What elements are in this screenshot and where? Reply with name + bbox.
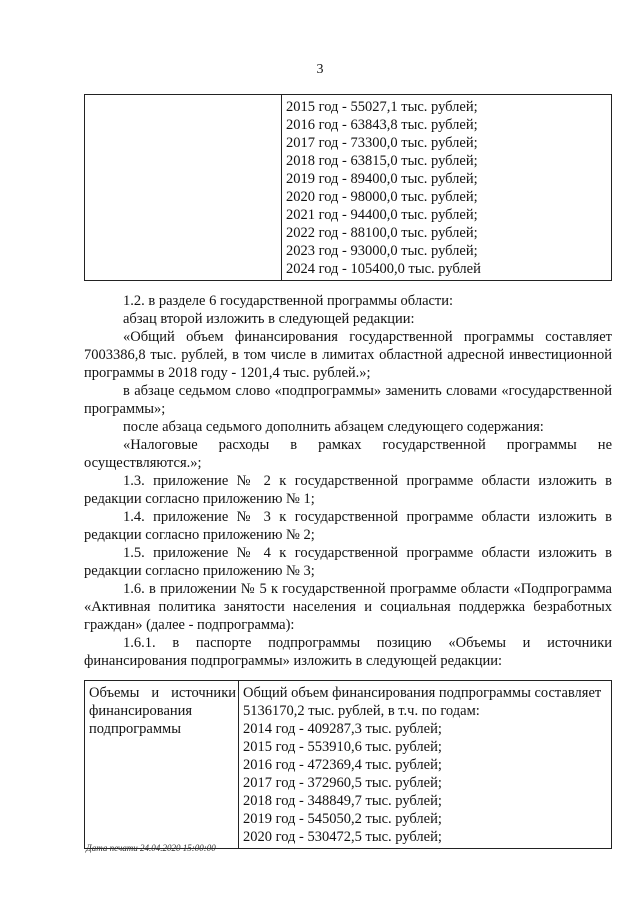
funding-total-line: Общий объем финансирования подпрограммы составляет	[243, 685, 602, 701]
year-line: 2016 год - 63843,8 тыс. рублей;	[286, 117, 478, 133]
paragraph-tax-expenses: «Налоговые расходы в рамках государственной программы не осуществляются.»;	[84, 437, 612, 471]
year-line: 2017 год - 372960,5 тыс. рублей;	[243, 775, 442, 791]
page-number: 3	[316, 62, 324, 77]
year-line: 2019 год - 89400,0 тыс. рублей;	[286, 171, 478, 187]
year-line: 2021 год - 94400,0 тыс. рублей;	[286, 207, 478, 223]
year-line: 2020 год - 98000,0 тыс. рублей;	[286, 189, 478, 205]
year-line: 2015 год - 55027,1 тыс. рублей;	[286, 99, 478, 115]
year-line: 2014 год - 409287,3 тыс. рублей;	[243, 721, 442, 737]
funding-table-continued	[84, 94, 612, 281]
paragraph-1-3: 1.3. приложение № 2 к государственной программе области изложить в редакции согласно приложению № 1;	[84, 473, 612, 507]
paragraph-abzac-vtoroy: абзац второй изложить в следующей редакции:	[123, 311, 415, 327]
paragraph-1-6: 1.6. в приложении № 5 к государственной программе области «Подпрограмма «Активная политика занятости населения и социальная поддержка безработных граждан» (далее - подпрограмма):	[84, 581, 612, 633]
year-line: 2022 год - 88100,0 тыс. рублей;	[286, 225, 478, 241]
funding-values-cell	[239, 681, 612, 849]
funding-label-line: подпрограммы	[89, 721, 181, 737]
year-line: 2015 год - 553910,6 тыс. рублей;	[243, 739, 442, 755]
subprogram-funding-table	[84, 680, 612, 849]
paragraph-abzac-sedmoy: в абзаце седьмом слово «подпрограммы» заменить словами «государственной программы»;	[84, 383, 612, 417]
year-line: 2018 год - 348849,7 тыс. рублей;	[243, 793, 442, 809]
year-line: 2019 год - 545050,2 тыс. рублей;	[243, 811, 442, 827]
year-line: 2017 год - 73300,0 тыс. рублей;	[286, 135, 478, 151]
empty-left-cell	[85, 95, 282, 281]
year-line: 2016 год - 472369,4 тыс. рублей;	[243, 757, 442, 773]
funding-label-cell	[85, 681, 239, 849]
paragraph-1-2: 1.2. в разделе 6 государственной программы области:	[123, 293, 454, 309]
funding-label-line: Объемы и источники	[89, 685, 236, 701]
paragraph-1-4: 1.4. приложение № 3 к государственной программе области изложить в редакции согласно приложению № 2;	[84, 509, 612, 543]
paragraph-1-5: 1.5. приложение № 4 к государственной программе области изложить в редакции согласно приложению № 3;	[84, 545, 612, 579]
funding-label-line: финансирования	[89, 703, 193, 719]
funding-total-line: 5136170,2 тыс. рублей, в т.ч. по годам:	[243, 703, 480, 719]
document-body	[84, 292, 612, 670]
paragraph-dopolnit: после абзаца седьмого дополнить абзацем следующего содержания:	[123, 419, 544, 435]
year-line: 2020 год - 530472,5 тыс. рублей;	[243, 829, 442, 845]
print-date-footer: Дата печати 24.04.2020 15:00:00	[86, 843, 216, 853]
paragraph-1-6-1: 1.6.1. в паспорте подпрограммы позицию «Объемы и источники финансирования подпрограммы» изложить в следующей редакции:	[84, 635, 612, 669]
funding-years-cell	[282, 95, 612, 281]
year-line: 2024 год - 105400,0 тыс. рублей	[286, 261, 481, 277]
year-line: 2023 год - 93000,0 тыс. рублей;	[286, 243, 478, 259]
year-line: 2018 год - 63815,0 тыс. рублей;	[286, 153, 478, 169]
paragraph-quote-funding: «Общий объем финансирования государственной программы составляет 7003386,8 тыс. рублей, в том числе в лимитах областной адресной инвестиционной программы в 2018 году - 1201,4 тыс. рублей.»;	[84, 329, 612, 381]
